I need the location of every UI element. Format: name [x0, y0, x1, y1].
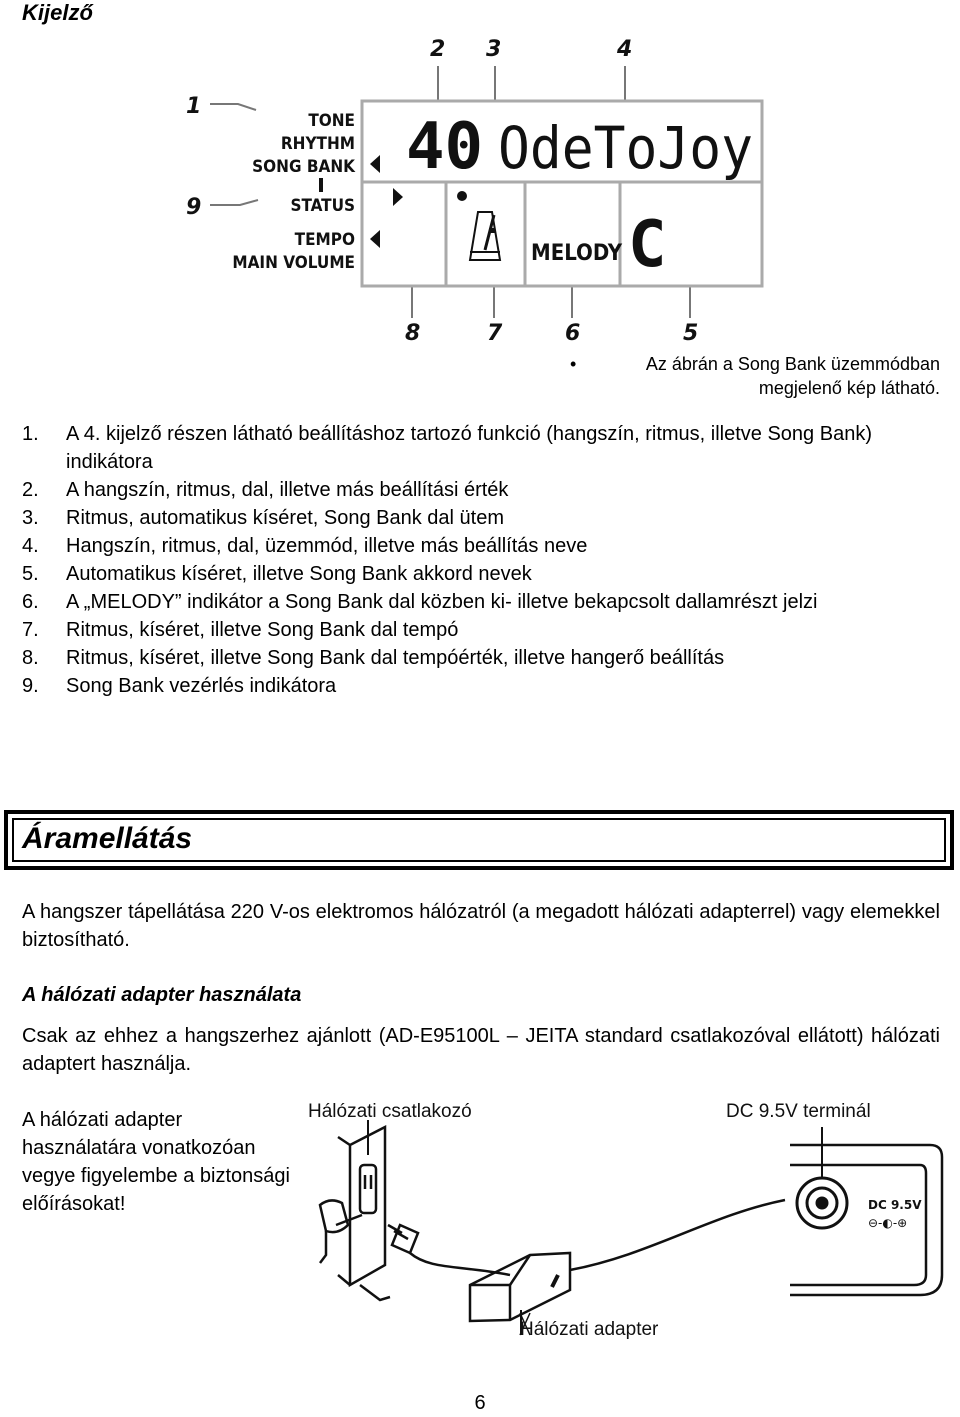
display-name: OdeToJoy: [498, 114, 753, 182]
legend-item: 2. A hangszín, ritmus, dal, illetve más beállítási érték: [22, 479, 509, 501]
indicator-status: STATUS: [290, 196, 355, 216]
metronome-icon: [470, 212, 500, 260]
display-number: 40: [406, 110, 484, 184]
callout-5: 5: [683, 321, 699, 346]
safety-note: A hálózati adapter használatára vonatkozóan vegye figyelembe a biztonsági előírásokat!: [22, 1109, 290, 1215]
leader-lines: [210, 66, 690, 318]
power-intro-text: A hangszer tápellátása 220 V-os elektromos hálózatról (a megadott hálózati adapterrel) vagy elemekkel biztosítható.: [22, 901, 940, 951]
display-note-text: Az ábrán a Song Bank üzemmódban megjelenő kép látható.: [645, 354, 940, 398]
adapter-figure: [290, 1085, 950, 1375]
indicator-tone: TONE: [308, 111, 355, 131]
melody-indicator: MELODY: [531, 241, 623, 266]
section-heading-box: [4, 810, 954, 870]
callout-8: 8: [405, 321, 421, 346]
callout-6: 6: [565, 321, 581, 346]
bullet-icon: •: [570, 354, 577, 374]
indicator-song-bank: SONG BANK: [252, 157, 355, 177]
beat-dot-icon: [457, 191, 467, 201]
terminal-panel: [790, 1145, 942, 1295]
terminal-label: DC 9.5V terminál: [726, 1101, 871, 1122]
adapter-subheading: A hálózati adapter használata: [22, 984, 302, 1006]
callout-1: 1: [186, 94, 202, 119]
indicator-main-volume: MAIN VOLUME: [232, 253, 355, 273]
indicator-tempo: TEMPO: [294, 230, 355, 250]
song-bank-pointer-icon: [370, 155, 380, 173]
callout-9: 9: [186, 195, 202, 220]
legend-item: 5. Automatikus kíséret, illetve Song Bank akkord nevek: [22, 563, 532, 585]
page-header: Kijelző: [22, 0, 93, 25]
tempo-pointer-icon: [370, 230, 380, 248]
legend-item: 9. Song Bank vezérlés indikátora: [22, 675, 337, 697]
callout-4: 4: [617, 37, 633, 62]
callout-7: 7: [487, 321, 503, 346]
adapter-label: Hálózati adapter: [520, 1319, 659, 1340]
legend-item: 7. Ritmus, kíséret, illetve Song Bank dal tempó: [22, 619, 459, 641]
indicator-rhythm: RHYTHM: [280, 134, 355, 154]
status-pointer-icon: [393, 188, 403, 206]
polarity-marking: ⊖-◐-⊕: [868, 1216, 908, 1230]
dc-cable: [570, 1200, 785, 1270]
callout-3: 3: [486, 37, 502, 62]
legend-item: 4. Hangszín, ritmus, dal, üzemmód, illetve más beállítás neve: [22, 535, 588, 557]
legend-item: 1. A 4. kijelző részen látható beállításhoz tartozó funkció (hangszín, ritmus, illetve Song Bank) indikátora: [22, 423, 872, 473]
legend-item: 3. Ritmus, automatikus kíséret, Song Bank dal ütem: [22, 507, 504, 529]
display-diagram: [0, 0, 960, 350]
page-number: 6: [474, 1392, 486, 1414]
dc-jack-icon: [797, 1178, 847, 1228]
display-note: [560, 352, 940, 400]
legend-item: 6. A „MELODY” indikátor a Song Bank dal közben ki- illetve bekapcsolt dallamrészt jelzi: [22, 591, 818, 613]
legend-list: [22, 420, 942, 700]
chord-value: C: [628, 208, 667, 282]
socket-label: Hálózati csatlakozó: [308, 1101, 472, 1122]
callout-2: 2: [430, 37, 446, 62]
legend-item: 8. Ritmus, kíséret, illetve Song Bank dal tempóérték, illetve hangerő beállítás: [22, 647, 725, 669]
adapter-instructions: Csak az ehhez a hangszerhez ajánlott (AD-E95100L – JEITA standard csatlakozóval ellátott) hálózati adaptert használja.: [22, 1025, 940, 1075]
section-title: Áramellátás: [22, 822, 193, 855]
terminal-marking: DC 9.5V: [868, 1198, 922, 1212]
wall-socket-icon: [338, 1127, 385, 1285]
